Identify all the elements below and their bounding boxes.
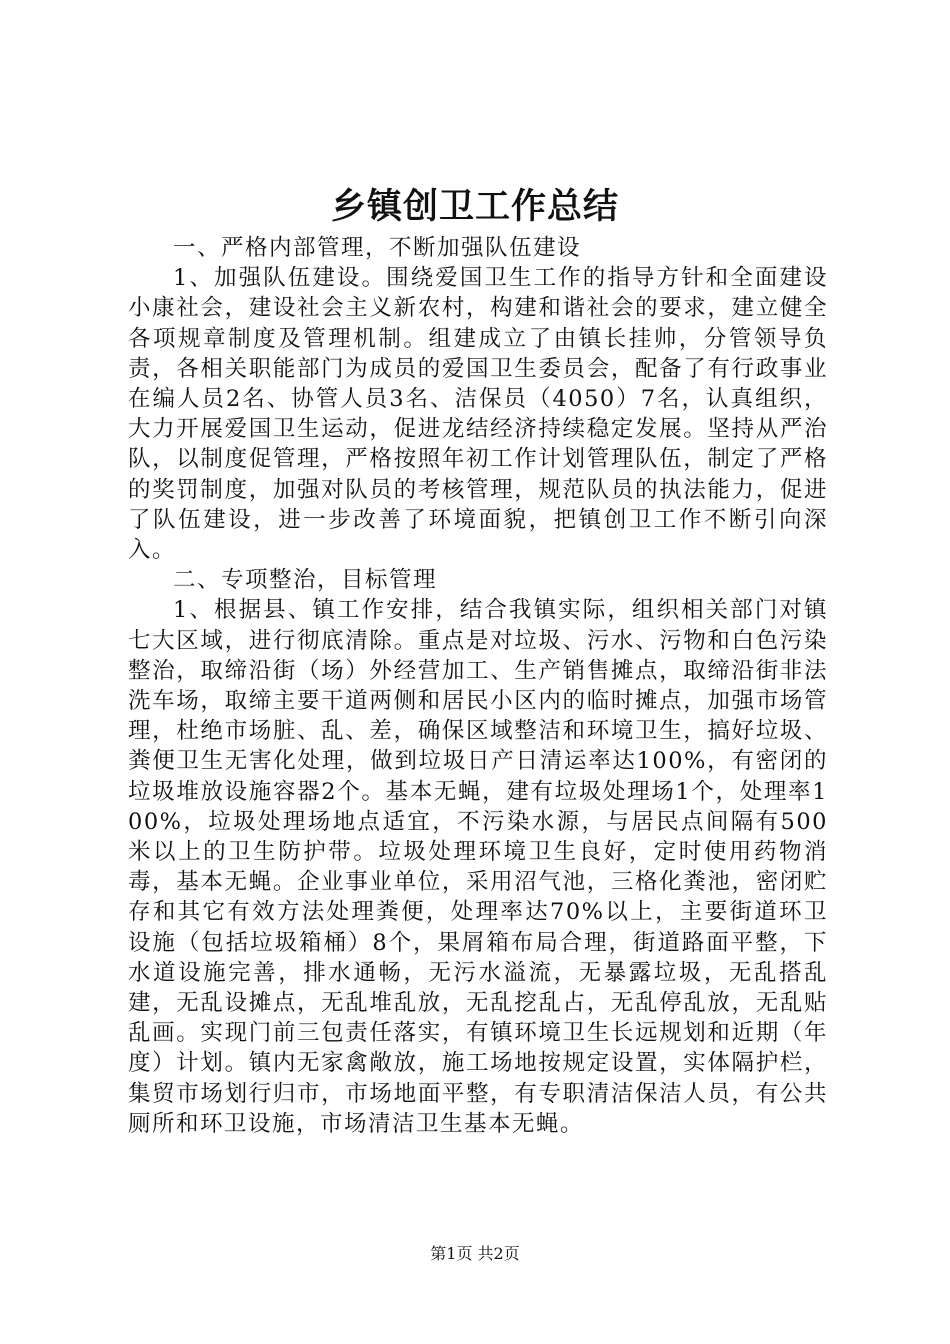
page-footer: 第1页 共2页 (430, 1244, 520, 1263)
section-heading-2: 二、专项整治，目标管理 (173, 567, 438, 594)
paragraph-special-rectification: 1、根据县、镇工作安排，结合我镇实际，组织相关部门对镇七大区域，进行彻底清除。重点是对垃圾、污水、污物和白色污染整治，取缔沿街（场）外经营加工、生产销售摊点，取缔沿街非法洗车场，取缔主要干道两侧和居民小区内的临时摊点，加强市场管理，杜绝市场脏、乱、差，确保区域整洁和环境卫生，搞好垃圾、粪便卫生无害化处理，做到垃圾日产日清运率达100%，有密闭的垃圾堆放设施容器2个。基本无蝇，建有垃圾处理场1个，处理率100%，垃圾处理场地点适宜，不污染水源，与居民点间隔有500米以上的卫生防护带。垃圾处理环境卫生良好，定时使用药物消毒，基本无蝇。企业事业单位，采用沼气池，三格化粪池，密闭贮存和其它有效方法处理粪便，处理率达70%以上，主要街道环卫设施（包括垃圾箱桶）8个，果屑箱布局合理，街道路面平整，下水道设施完善，排水通畅，无污水溢流，无暴露垃圾，无乱搭乱建，无乱设摊点，无乱堆乱放，无乱挖乱占，无乱停乱放，无乱贴乱画。实现门前三包责任落实，有镇环境卫生长远规划和近期（年度）计划。镇内无家禽敞放，施工场地按规定设置，实体隔护栏，集贸市场划行归市，市场地面平整，有专职清洁保洁人员，有公共厕所和环卫设施，市场清洁卫生基本无蝇。 (128, 597, 828, 1137)
paragraph-team-building: 1、加强队伍建设。围绕爱国卫生工作的指导方针和全面建设小康社会，建设社会主义新农村，构建和谐社会的要求，建立健全各项规章制度及管理机制。组建成立了由镇长挂帅，分管领导负责，各相关职能部门为成员的爱国卫生委员会，配备了有行政事业在编人员2名、协管人员3名、洁保员（4050）7名，认真组织，大力开展爱国卫生运动，促进龙结经济持续稳定发展。坚持从严治队，以制度促管理，严格按照年初工作计划管理队伍，制定了严格的奖罚制度，加强对队员的考核管理，规范队员的执法能力，促进了队伍建设，进一步改善了环境面貌，把镇创卫工作不断引向深入。 (128, 265, 828, 564)
document-body (128, 233, 828, 1139)
document-title: 乡镇创卫工作总结 (330, 186, 619, 227)
section-heading-1: 一、严格内部管理，不断加强队伍建设 (173, 235, 582, 261)
